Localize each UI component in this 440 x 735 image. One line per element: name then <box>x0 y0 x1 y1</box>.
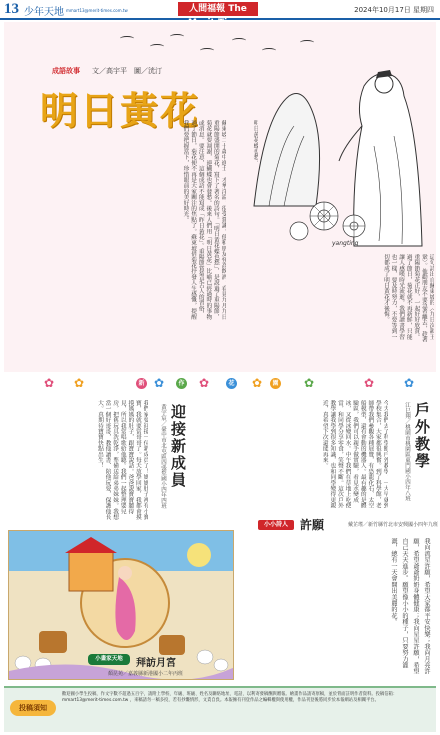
divider-label: 新 <box>136 378 147 389</box>
flower-icon: ✿ <box>364 376 375 390</box>
poem-body: 我向流星許願，希望大家都平安快樂；我向月亮許願，希望爺爺奶奶身體健康；我向星星許願，希望自己天天進步。願望像小小的種子，只要努力灌溉，總有一天會開出美麗的花。 <box>390 538 430 675</box>
divider-label: 園 <box>270 378 281 389</box>
column-author-outdoor: 江巳翔／桃園市桃園區東門國小四年八班 <box>404 402 410 501</box>
submission-footer <box>4 686 436 732</box>
flower-icon: ✿ <box>154 376 165 390</box>
flower-icon: ✿ <box>199 376 210 390</box>
column-body-new-member: 我們家要迎接一位新成員了！媽媽肚子裡有小寶寶，我就要當哥哥了。每天放學回家，我都會摸摸媽媽的肚子，跟寶寶說話。爸爸說寶寶聽得見，所以我常唱歌給他聽。我們一起整理嬰兒房，把舊玩具洗乾淨，準備送給弟弟妹妹。我想當一個好哥哥，教他讀書、陪他玩耍，保護他長大。真期待寶寶快點出生！ <box>96 400 148 520</box>
submission-badge: 投稿須知 <box>10 700 56 716</box>
masthead <box>0 0 440 20</box>
poem-badge: 小小詩人 <box>258 520 294 530</box>
column-body-outdoor: 今天我們去了科學館戶外教學，一大早就到學校集合，大家都很興奮。到了科學館，老師帶我們參觀各種展覽，有恐龍化石、太空船模型，還有會動的機器人。最有趣的是體驗區，我們可以親手做實驗，看見水變成冰，又從冰變回水。中午我們在草地上吃便當，和同學分享零食，笑聲不斷。這次戶外教學讓我學到很多知識，也和同學變得更親近，真希望下次還能再來。 <box>321 400 388 509</box>
section-title: 少年天地 <box>24 7 64 18</box>
issue-date: 2024年10月17日 星期四 <box>354 6 434 14</box>
flower-icon: ✿ <box>404 376 415 390</box>
column-author-new-member: 黃宇宸／臺中市北屯區四張犁國小四年四班 <box>160 404 166 509</box>
flower-icon: ✿ <box>74 376 85 390</box>
bird-icon <box>170 34 184 39</box>
flower-icon: ✿ <box>44 376 55 390</box>
illustrator-signature: yangting <box>332 240 359 247</box>
story-title: 明日黃花 <box>40 89 201 133</box>
drawing-title: 拜訪月宮 <box>136 658 176 669</box>
bird-icon <box>150 44 164 49</box>
drawing-credit: 顏昆苑／嘉義縣新港國小二年丙班 <box>108 671 184 677</box>
submission-guidelines: 歡迎國小學生投稿，作文字數不超過五百字，請附上學校、年級、班級、姓名及聯絡地址、電話，以利寄發稿酬與贈報。繪畫作品請寄原稿，並於背面註明作者資料。投稿信箱：mmart13@merit-times.com.tw ，來稿請勿一稿多投，若有抄襲情形，文責自負。本報擁有刊登作品之編輯權與使用權，作品刊登後將同步於本報網站及相關平台。 <box>62 692 398 704</box>
bird-icon <box>300 40 314 45</box>
page-number: 13 <box>4 1 19 17</box>
story-quote: 明日黃花蝶也愁。 <box>252 120 258 166</box>
newspaper-logo: 人間福報 The <box>178 2 258 16</box>
bird-icon <box>200 48 214 53</box>
bird-icon <box>120 36 134 41</box>
story-body: 蘇東坡二十歲中進士，才華洋溢，很受賞識。他和朋友登高飲酒，看見九月九日重陽節盛開的菊花，寫下了著名的詩句。「明日黃花蝶也愁」，是說過了重陽節，菊花就要凋謝，連蝴蝶也會發愁。後來人們用「明日黃花」比喻已經過時的事物或消息。要注意，這個成語不能寫成「昨日黃花」。重陽節賞菊是古人的習俗，過了節日，菊花便不再是大家關注的焦點了。蘇東坡借菊花抒發人生感慨，提醒我們要把握當下，珍惜眼前的美好時光。 <box>182 120 226 320</box>
drawing-badge: 小畫家天地 <box>88 654 130 665</box>
flower-icon: ✿ <box>252 376 263 390</box>
divider-label: 花 <box>226 378 237 389</box>
section-divider <box>4 376 436 392</box>
story-body-continued: 這句詩出自蘇東坡的〈九日次韻王鞏〉。他勸朋友不要急著離去，趁著重陽節菊花正好，一起好好欣賞。過了節日，菊花就不再新鮮，只能讓人感嘆時光流逝。我們讀書學習也一樣，要及時努力，不要等到一切都成了明日黃花才後悔。 <box>382 254 434 343</box>
column-title-outdoor: 戶外教學 <box>413 402 431 470</box>
column-title-new-member: 迎接新成員 <box>169 404 187 489</box>
divider-label: 作 <box>176 378 187 389</box>
story-tag: 成語故事 <box>52 67 80 75</box>
poem-author: 戴芷瑤／新竹縣竹北市安興國小四年九班 <box>348 522 439 528</box>
scholar-illustration <box>244 56 434 256</box>
poem-title: 許願 <box>300 518 325 532</box>
bird-icon <box>262 48 276 53</box>
story-byline: 文／高宇平 圖／洸汀 <box>92 67 162 75</box>
section-email: mmart13@merit-times.com.tw <box>66 8 128 13</box>
flower-icon: ✿ <box>304 376 315 390</box>
bird-icon <box>232 38 246 43</box>
